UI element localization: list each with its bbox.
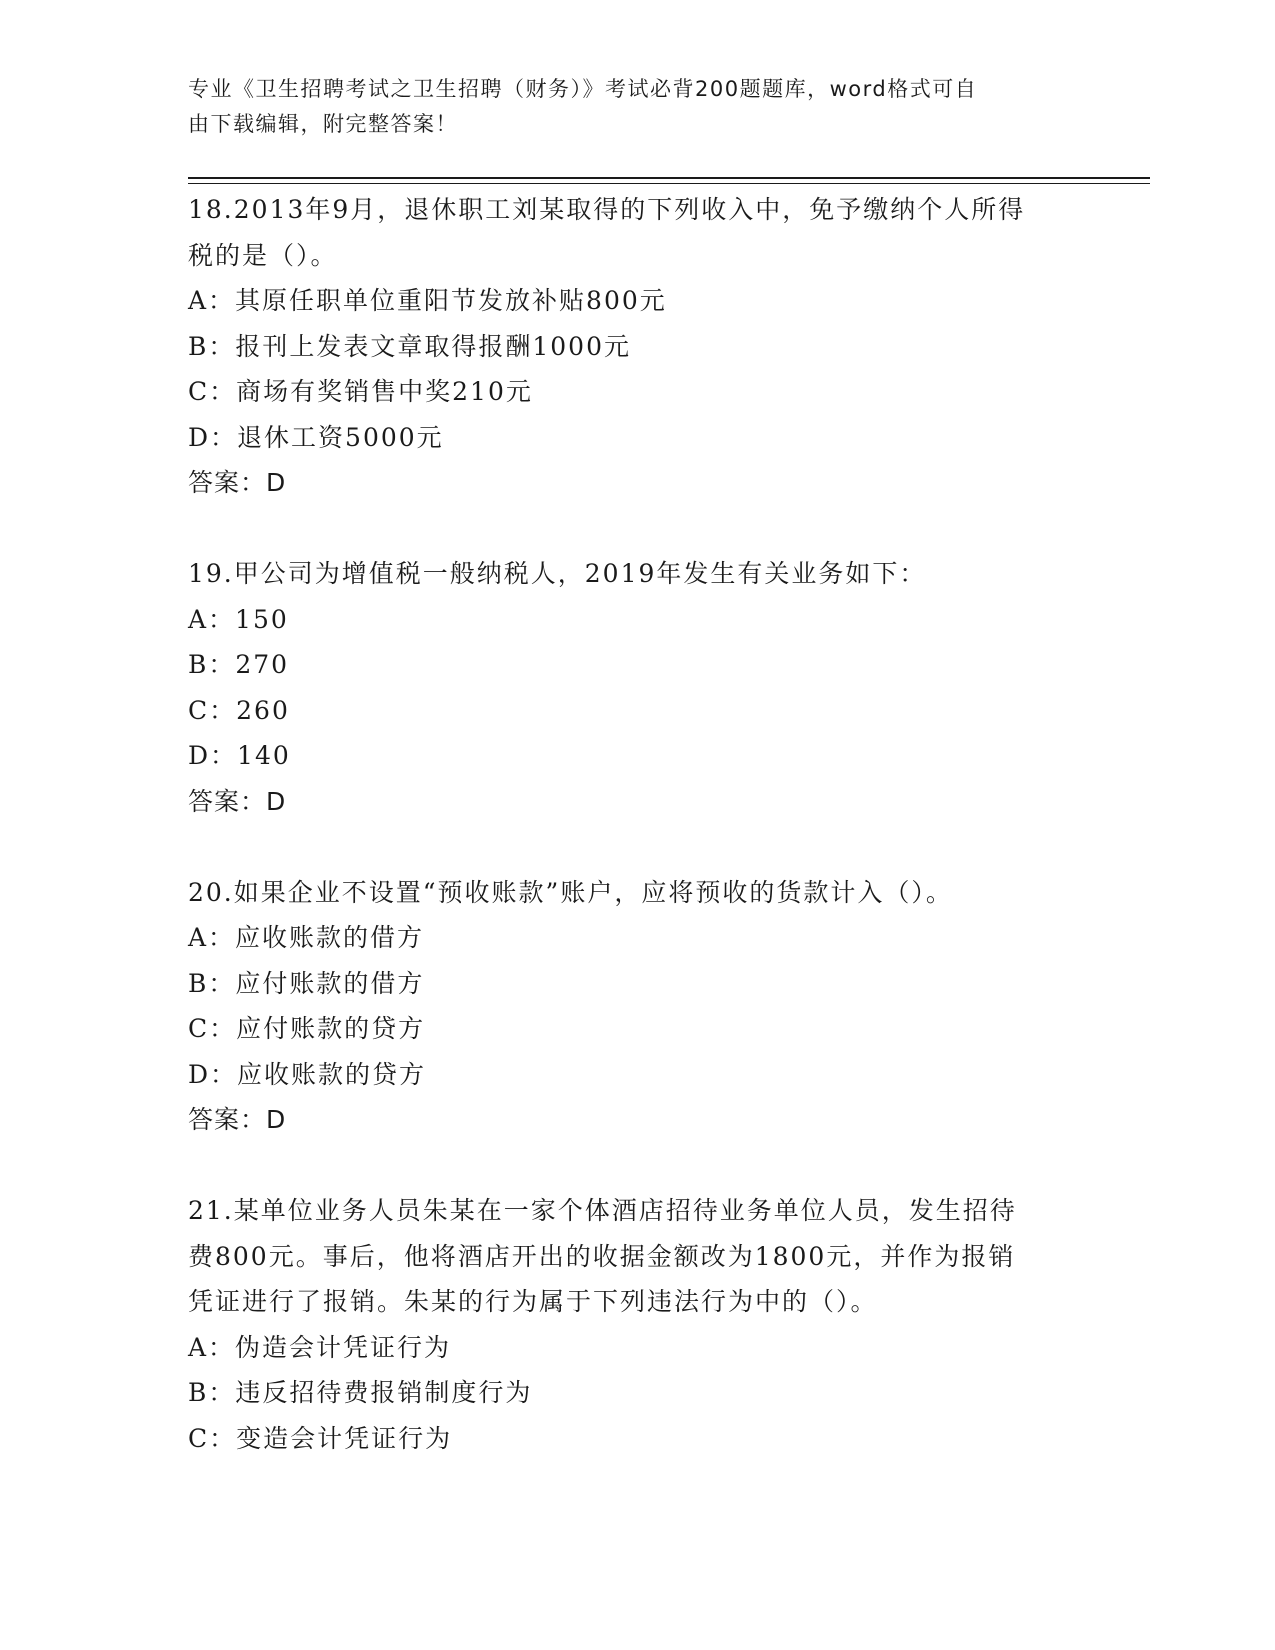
question-spacer: [188, 506, 1088, 552]
question-stem-line: 21.某单位业务人员朱某在一家个体酒店招待业务单位人员，发生招待: [188, 1196, 1017, 1225]
question-stem-line: 18.2013年9月，退休职工刘某取得的下列收入中，免予缴纳个人所得: [188, 195, 1026, 224]
option-a: A：伪造会计凭证行为: [188, 1332, 452, 1362]
option-d: D：140: [188, 741, 291, 770]
question-stem-line: 凭证进行了报销。朱某的行为属于下列违法行为中的（）。: [188, 1287, 878, 1316]
question-stem-line: 费800元。事后，他将酒店开出的收据金额改为1800元，并作为报销: [188, 1241, 1016, 1271]
option-b: B：报刊上发表文章取得报酬1000元: [188, 331, 631, 361]
option-c: C：应付账款的贷方: [188, 1014, 426, 1043]
answer-line: 答案：D: [188, 468, 287, 497]
option-b: B：应付账款的借方: [188, 968, 425, 998]
question-stem-line: 税的是（）。: [188, 240, 338, 270]
option-b: B：270: [188, 650, 290, 679]
option-c: C：商场有奖销售中奖210元: [188, 377, 533, 406]
header-divider-thick: [188, 177, 1150, 179]
question-18: [188, 187, 1088, 506]
question-spacer: [188, 824, 1088, 870]
question-stem-line: 20.如果企业不设置“预收账款”账户，应将预收的货款计入（）。: [188, 877, 953, 907]
question-20: [188, 870, 1088, 1143]
document-header: [188, 72, 1068, 142]
option-b: B：违反招待费报销制度行为: [188, 1378, 533, 1407]
question-spacer: [188, 1143, 1088, 1189]
option-d: D：应收账款的贷方: [188, 1059, 427, 1089]
question-21: [188, 1188, 1088, 1461]
option-a: A：应收账款的借方: [188, 923, 425, 952]
question-list: [188, 187, 1088, 1461]
answer-line: 答案：D: [188, 786, 287, 816]
header-divider-thin: [188, 183, 1150, 184]
option-d: D：退休工资5000元: [188, 422, 444, 452]
answer-line: 答案：D: [188, 1105, 287, 1134]
option-c: C：变造会计凭证行为: [188, 1423, 453, 1453]
option-a: A：150: [188, 604, 289, 634]
option-a: A：其原任职单位重阳节发放补贴800元: [188, 286, 667, 315]
question-19: [188, 551, 1088, 824]
header-line-2: 由下载编辑，附完整答案！: [188, 112, 458, 136]
option-c: C：260: [188, 695, 290, 725]
header-line-1: 专业《卫生招聘考试之卫生招聘（财务）》考试必背200题题库，word格式可自: [188, 77, 978, 101]
question-stem-line: 19.甲公司为增值税一般纳税人，2019年发生有关业务如下：: [188, 559, 927, 588]
